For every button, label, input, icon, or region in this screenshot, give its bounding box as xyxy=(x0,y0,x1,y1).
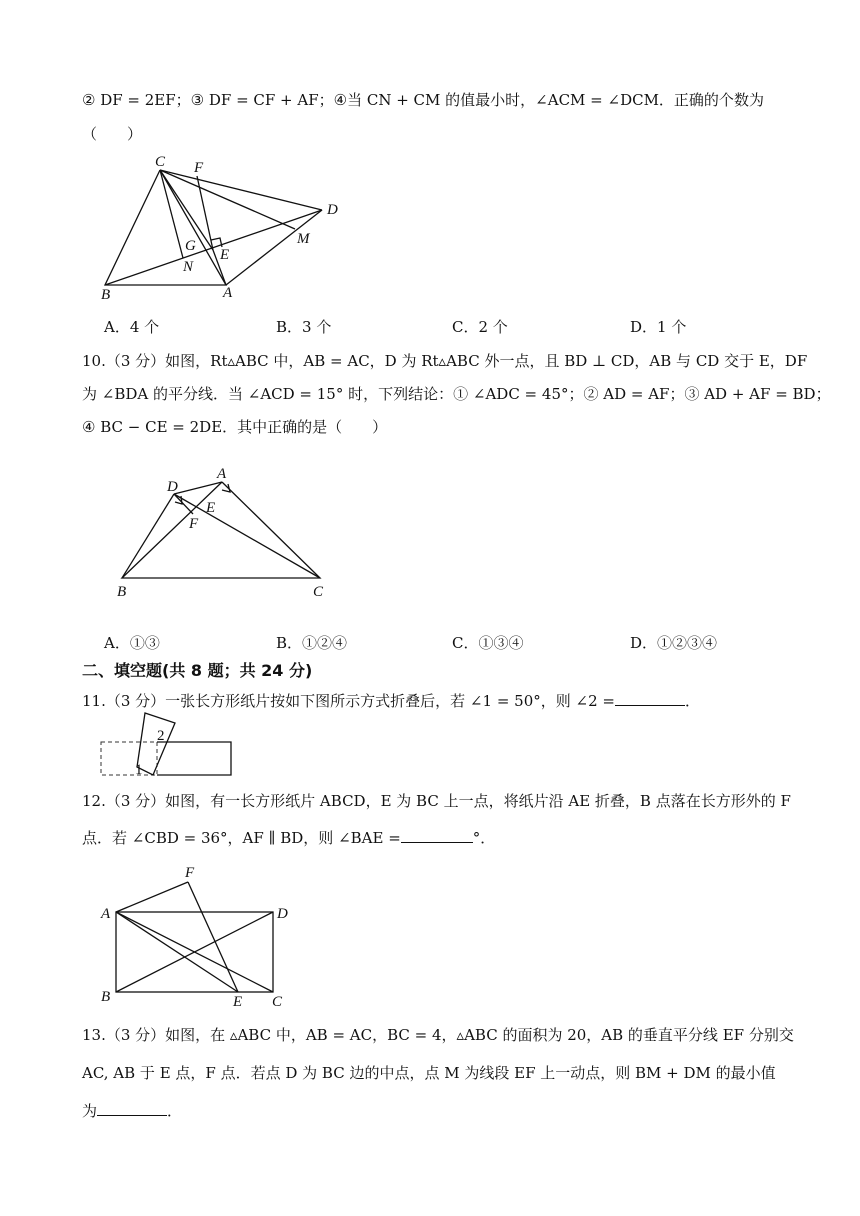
q9-answer-brackets: （ ） xyxy=(82,125,143,143)
q10-figure xyxy=(110,460,330,600)
q9-label-m: M xyxy=(297,231,310,247)
q11-text: 11.（3 分）一张长方形纸片按如下图所示方式折叠后，若 ∠1 = 50°，则 ∠2 = xyxy=(82,692,615,710)
q12-label-c: C xyxy=(272,994,283,1010)
q12-statement-line2 xyxy=(82,827,495,848)
q12-label-d: D xyxy=(277,906,288,922)
q9-label-e: E xyxy=(220,247,230,263)
q13-text-end: ． xyxy=(167,1102,183,1120)
q10-label-b: B xyxy=(117,584,127,600)
q12-answer-blank[interactable] xyxy=(401,828,473,843)
q10-label-c: C xyxy=(313,584,324,600)
q9-statement-line1: ② DF = 2EF；③ DF = CF + AF；④当 CN + CM 的值最小时，∠ACM = ∠DCM．正确的个数为 xyxy=(82,91,764,109)
q10-label-f: F xyxy=(189,516,199,532)
q11-figure xyxy=(98,710,238,780)
q10-statement-line1: 10.（3 分）如图，Rt▵ABC 中，AB = AC，D 为 Rt▵ABC 外一点，且 BD ⊥ CD，AB 与 CD 交于 E，DF xyxy=(82,352,808,370)
q9-label-a: A xyxy=(223,285,233,301)
q9-label-n: N xyxy=(183,259,194,275)
q10-statement-line3: ④ BC − CE = 2DE．其中正确的是（ ） xyxy=(82,418,388,436)
q10-option-d[interactable]: D．①②③④ xyxy=(630,634,718,652)
q11-text-end: ． xyxy=(684,692,700,710)
q10-option-a[interactable]: A．①③ xyxy=(104,634,160,652)
q12-text-end: °． xyxy=(472,829,496,847)
q12-figure xyxy=(95,860,305,1010)
q9-label-c: C xyxy=(155,154,166,170)
q13-statement-line1: 13.（3 分）如图，在 ▵ABC 中，AB = AC，BC = 4，▵ABC 的面积为 20，AB 的垂直平分线 EF 分别交 xyxy=(82,1026,794,1044)
q9-option-b[interactable]: B．3 个 xyxy=(276,318,332,336)
q12-text: 点．若 ∠CBD = 36°，AF ∥ BD，则 ∠BAE = xyxy=(82,829,401,847)
q11-angle-2: 2 xyxy=(157,728,165,744)
q10-option-b[interactable]: B．①②④ xyxy=(276,634,348,652)
q9-option-d[interactable]: D．1 个 xyxy=(630,318,687,336)
q9-label-d: D xyxy=(327,202,338,218)
q12-statement-line1: 12.（3 分）如图，有一长方形纸片 ABCD，E 为 BC 上一点，将纸片沿 AE 折叠，B 点落在长方形外的 F xyxy=(82,792,791,810)
q10-label-d: D xyxy=(167,479,178,495)
q10-option-c[interactable]: C．①③④ xyxy=(452,634,524,652)
q12-label-f: F xyxy=(185,865,195,881)
q9-label-b: B xyxy=(101,287,111,303)
q11-statement xyxy=(82,690,700,711)
q12-label-b: B xyxy=(101,989,111,1005)
section-title-fill-in: 二、填空题(共 8 题；共 24 分) xyxy=(82,661,313,680)
q9-option-c[interactable]: C．2 个 xyxy=(452,318,508,336)
q10-statement-line2: 为 ∠BDA 的平分线．当 ∠ACD = 15° 时，下列结论：① ∠ADC = 45°；② AD = AF；③ AD + AF = BD； xyxy=(82,385,831,403)
q12-label-a: A xyxy=(101,906,111,922)
q9-label-f: F xyxy=(194,160,204,176)
q9-option-a[interactable]: A．4 个 xyxy=(104,318,160,336)
q13-answer-blank[interactable] xyxy=(97,1101,167,1116)
q13-text: 为 xyxy=(82,1102,98,1120)
q9-figure xyxy=(95,150,355,305)
q9-label-g: G xyxy=(185,238,196,254)
q10-label-a: A xyxy=(217,466,227,482)
q12-label-e: E xyxy=(233,994,243,1010)
q11-answer-blank[interactable] xyxy=(615,691,685,706)
q10-label-e: E xyxy=(206,500,216,516)
q13-statement-line3 xyxy=(82,1100,182,1121)
q13-statement-line2: AC, AB 于 E 点，F 点．若点 D 为 BC 边的中点，点 M 为线段 EF 上一动点，则 BM + DM 的最小值 xyxy=(82,1064,776,1082)
q11-angle-1: 1 xyxy=(135,762,143,778)
